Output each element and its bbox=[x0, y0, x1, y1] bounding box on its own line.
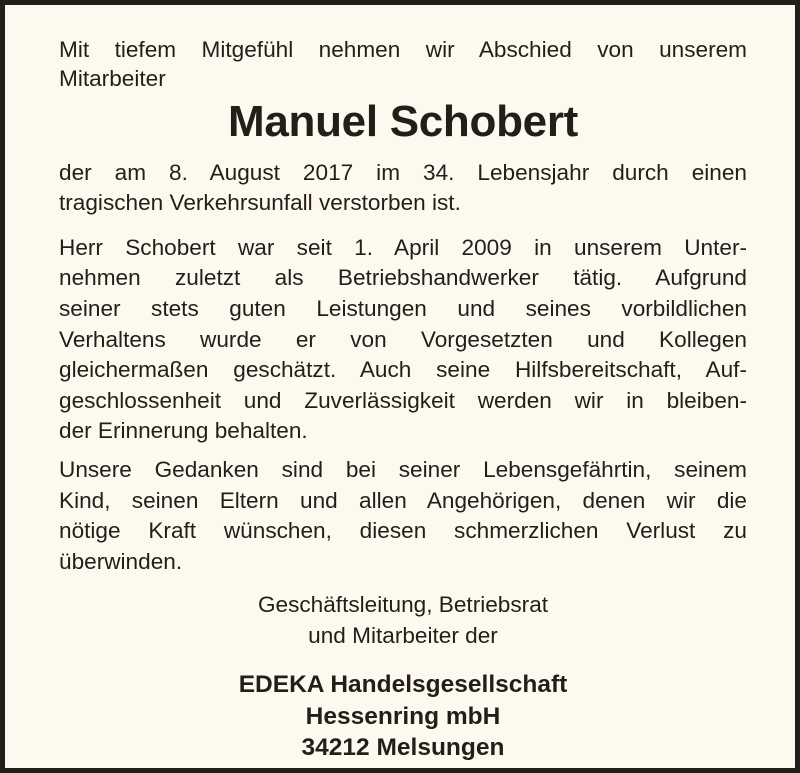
intro-line: Mit tiefem Mitgefühl nehmen wir Abschied von unserem bbox=[59, 37, 747, 62]
deceased-name: Manuel Schobert bbox=[228, 96, 578, 146]
text-line: Verhaltens wurde er von Vorgesetzten und Kollegen bbox=[59, 326, 747, 352]
text-line: nehmen zuletzt als Betriebshandwerker tätig. Aufgrund bbox=[59, 265, 747, 291]
text-line: der Erinnerung behalten. bbox=[59, 418, 308, 444]
text-line: Kind, seinen Eltern und allen Angehörigen, denen wir die bbox=[59, 487, 747, 513]
text-line: nötige Kraft wünschen, diesen schmerzlichen Verlust zu bbox=[59, 518, 747, 544]
text-line: Unsere Gedanken sind bei seiner Lebensgefährtin, seinem bbox=[59, 456, 747, 482]
paragraph-career bbox=[59, 233, 747, 447]
paragraph-condolence bbox=[59, 455, 747, 577]
company-block bbox=[59, 669, 747, 764]
signature-line: Geschäftsleitung, Betriebsrat bbox=[257, 592, 549, 618]
company-name-suffix: Hessenring mbH bbox=[305, 702, 501, 730]
text-line: der am 8. August 2017 im 34. Lebensjahr durch einen bbox=[59, 159, 747, 185]
intro-line: Mitarbeiter bbox=[59, 65, 166, 91]
text-line: überwinden. bbox=[59, 548, 183, 574]
intro-text bbox=[59, 35, 747, 92]
text-line: gleichermaßen geschätzt. Auch seine Hilfsbereitschaft, Auf- bbox=[59, 357, 747, 383]
signature-block bbox=[59, 590, 747, 651]
text-line: Herr Schobert war seit 1. April 2009 in unserem Unter- bbox=[59, 234, 747, 260]
text-line: seiner stets guten Leistungen und seines vorbildlichen bbox=[59, 295, 747, 321]
signature-line: und Mitarbeiter der bbox=[308, 622, 498, 648]
text-line: tragischen Verkehrsunfall verstorben ist. bbox=[59, 190, 461, 216]
company-address: 34212 Melsungen bbox=[301, 734, 505, 762]
text-line: geschlossenheit und Zuverlässigkeit werden wir in bleiben- bbox=[59, 387, 747, 413]
company-name: EDEKA Handelsgesellschaft bbox=[238, 671, 568, 699]
paragraph-death bbox=[59, 158, 747, 219]
